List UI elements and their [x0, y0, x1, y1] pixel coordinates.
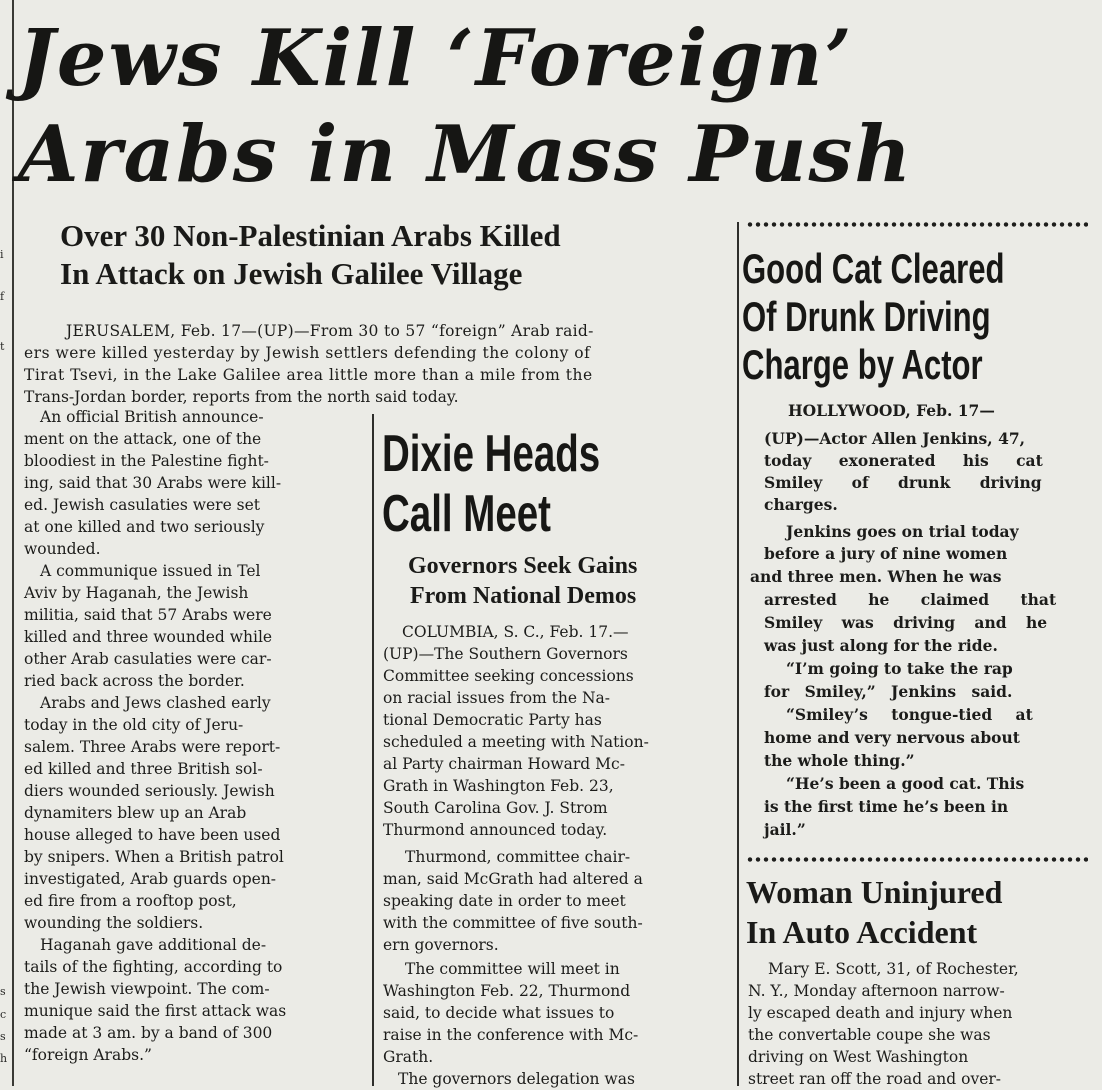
cat-body-line: and three men. When he was — [750, 567, 1002, 586]
dixie-body-line: speaking date in order to meet — [383, 892, 626, 910]
dixie-body-line: al Party chairman Howard Mc- — [383, 755, 625, 773]
dixie-body-line: The governors delegation was — [398, 1070, 635, 1088]
lead-body-line: An official British announce- — [40, 408, 264, 426]
woman-body-line: Mary E. Scott, 31, of Rochester, — [768, 960, 1019, 978]
dixie-deck-line-1: Governors Seek Gains — [408, 553, 638, 579]
lead-body-line: other Arab casulaties were car- — [24, 650, 272, 668]
column-rule — [372, 414, 374, 1086]
dixie-body-line: tional Democratic Party has — [383, 711, 602, 729]
woman-body-line: N. Y., Monday afternoon narrow- — [748, 982, 1005, 1000]
main-headline-line-2: Arabs in Mass Push — [18, 109, 914, 200]
dixie-body-line: raise in the conference with Mc- — [383, 1026, 639, 1044]
lead-intro-line: ers were killed yesterday by Jewish settlers defending the colony of — [24, 344, 591, 362]
lead-deck-line-1: Over 30 Non-Palestinian Arabs Killed — [60, 218, 561, 253]
lead-body-line: salem. Three Arabs were report- — [24, 738, 281, 756]
lead-body-line: killed and three wounded while — [24, 628, 273, 646]
dixie-headline-line-1: Dixie Heads — [382, 425, 601, 483]
lead-body-line: ment on the attack, one of the — [24, 430, 262, 448]
gutter-fragment: f — [0, 290, 5, 303]
main-headline-line-1: Jews Kill ‘Foreign’ — [18, 13, 854, 104]
cat-body-line: “Smiley’s tongue-tied at — [786, 705, 1033, 724]
lead-intro-line: Tirat Tsevi, in the Lake Galilee area little more than a mile from the — [24, 366, 593, 384]
woman-body-line: street ran off the road and over- — [748, 1070, 1002, 1088]
lead-body-line: house alleged to have been used — [24, 826, 281, 844]
cat-body-line: today exonerated his cat — [764, 451, 1043, 470]
woman-body-line: the convertable coupe she was — [748, 1026, 991, 1044]
lead-body-line: munique said the first attack was — [24, 1002, 287, 1020]
lead-body-line: wounded. — [24, 540, 101, 558]
gutter-fragment: s — [0, 985, 6, 998]
cat-body-line: jail.” — [764, 820, 806, 839]
dixie-body-line: scheduled a meeting with Nation- — [383, 733, 649, 751]
woman-body-line: ly escaped death and injury when — [748, 1004, 1013, 1022]
lead-body-line: ing, said that 30 Arabs were kill- — [24, 474, 282, 492]
dixie-body-line: Thurmond, committee chair- — [405, 848, 631, 866]
dixie-body-line: The committee will meet in — [405, 960, 620, 978]
dixie-body-line: Grath. — [383, 1048, 434, 1066]
lead-body-line: ed. Jewish casulaties were set — [24, 496, 261, 514]
dixie-body-line: ern governors. — [383, 936, 499, 954]
cat-headline-line-2: Of Drunk Driving — [742, 293, 991, 340]
lead-intro-line: Trans-Jordan border, reports from the north said today. — [24, 388, 459, 406]
gutter-fragment: c — [0, 1008, 7, 1021]
dixie-body-line: with the committee of five south- — [383, 914, 643, 932]
cat-body-line: Jenkins goes on trial today — [786, 522, 1019, 541]
dotted-rule — [746, 856, 1088, 863]
lead-body-line: Aviv by Haganah, the Jewish — [24, 584, 249, 602]
cat-body-line: HOLLYWOOD, Feb. 17— — [788, 401, 995, 420]
lead-body-line: wounding the soldiers. — [24, 914, 204, 932]
lead-body-line: ed fire from a rooftop post, — [24, 892, 237, 910]
lead-body-line: Arabs and Jews clashed early — [40, 694, 271, 712]
cat-body-line: home and very nervous about — [764, 728, 1020, 747]
lead-deck-line-2: In Attack on Jewish Galilee Village — [60, 256, 523, 291]
dixie-body-line: Grath in Washington Feb. 23, — [383, 777, 614, 795]
lead-body-line: bloodiest in the Palestine fight- — [24, 452, 269, 470]
cat-body-line: Smiley was driving and he — [764, 613, 1048, 632]
cat-headline-line-1: Good Cat Cleared — [742, 245, 1005, 292]
gutter-fragment: h — [0, 1052, 8, 1065]
lead-body-line: tails of the fighting, according to — [24, 958, 283, 976]
dixie-body-line: COLUMBIA, S. C., Feb. 17.— — [402, 623, 629, 641]
lead-body-line: diers wounded seriously. Jewish — [24, 782, 275, 800]
lead-body-line: militia, said that 57 Arabs were — [24, 606, 272, 624]
cat-body-line: charges. — [764, 495, 838, 514]
dixie-body-line: Thurmond announced today. — [383, 821, 608, 839]
cat-body-line: Smiley of drunk driving — [764, 473, 1042, 492]
gutter-fragment: i — [0, 248, 4, 261]
dotted-rule — [746, 221, 1088, 228]
dixie-headline-line-2: Call Meet — [382, 485, 551, 543]
dixie-body-line: said, to decide what issues to — [383, 1004, 615, 1022]
cat-body-line: arrested he claimed that — [764, 590, 1057, 609]
cat-body-line: before a jury of nine women — [764, 544, 1008, 563]
gutter-fragment: t — [0, 340, 5, 353]
dixie-body-line: (UP)—The Southern Governors — [383, 645, 628, 663]
lead-intro-line: JERUSALEM, Feb. 17—(UP)—From 30 to 57 “foreign” Arab raid- — [66, 322, 594, 340]
cat-body-line: was just along for the ride. — [764, 636, 998, 655]
woman-body-line: driving on West Washington — [748, 1048, 969, 1066]
gutter-fragment: s — [0, 1030, 6, 1043]
lead-body-line: ried back across the border. — [24, 672, 245, 690]
lead-body-line: at one killed and two seriously — [24, 518, 265, 536]
lead-body-line: A communique issued in Tel — [40, 562, 261, 580]
lead-body-line: today in the old city of Jeru- — [24, 716, 244, 734]
woman-headline-line-1: Woman Uninjured — [746, 874, 1003, 910]
dixie-body-line: man, said McGrath had altered a — [383, 870, 643, 888]
column-rule — [737, 222, 739, 1086]
woman-headline-line-2: In Auto Accident — [746, 914, 978, 950]
lead-body-line: the Jewish viewpoint. The com- — [24, 980, 270, 998]
dixie-body-line: Washington Feb. 22, Thurmond — [383, 982, 631, 1000]
lead-body-line: dynamiters blew up an Arab — [24, 804, 247, 822]
cat-body-line: the whole thing.” — [764, 751, 915, 770]
lead-body-line: made at 3 am. by a band of 300 — [24, 1024, 273, 1042]
dixie-body-line: Committee seeking concessions — [383, 667, 634, 685]
lead-body-line: investigated, Arab guards open- — [24, 870, 277, 888]
cat-body-line: “I’m going to take the rap — [786, 659, 1013, 678]
gutter-column-rule — [12, 0, 14, 1086]
lead-body-line: ed killed and three British sol- — [24, 760, 263, 778]
lead-body-line: Haganah gave additional de- — [40, 936, 267, 954]
dixie-deck-line-2: From National Demos — [410, 583, 637, 609]
dixie-body-line: on racial issues from the Na- — [383, 689, 611, 707]
lead-body-line: “foreign Arabs.” — [24, 1046, 152, 1064]
cat-body-line: is the first time he’s been in — [764, 797, 1009, 816]
lead-body-line: by snipers. When a British patrol — [24, 848, 284, 866]
dixie-body-line: South Carolina Gov. J. Strom — [383, 799, 608, 817]
cat-body-line: for Smiley,” Jenkins said. — [764, 682, 1013, 701]
cat-headline-line-3: Charge by Actor — [742, 341, 983, 388]
cat-body-line: “He’s been a good cat. This — [786, 774, 1025, 793]
cat-body-line: (UP)—Actor Allen Jenkins, 47, — [764, 429, 1026, 448]
